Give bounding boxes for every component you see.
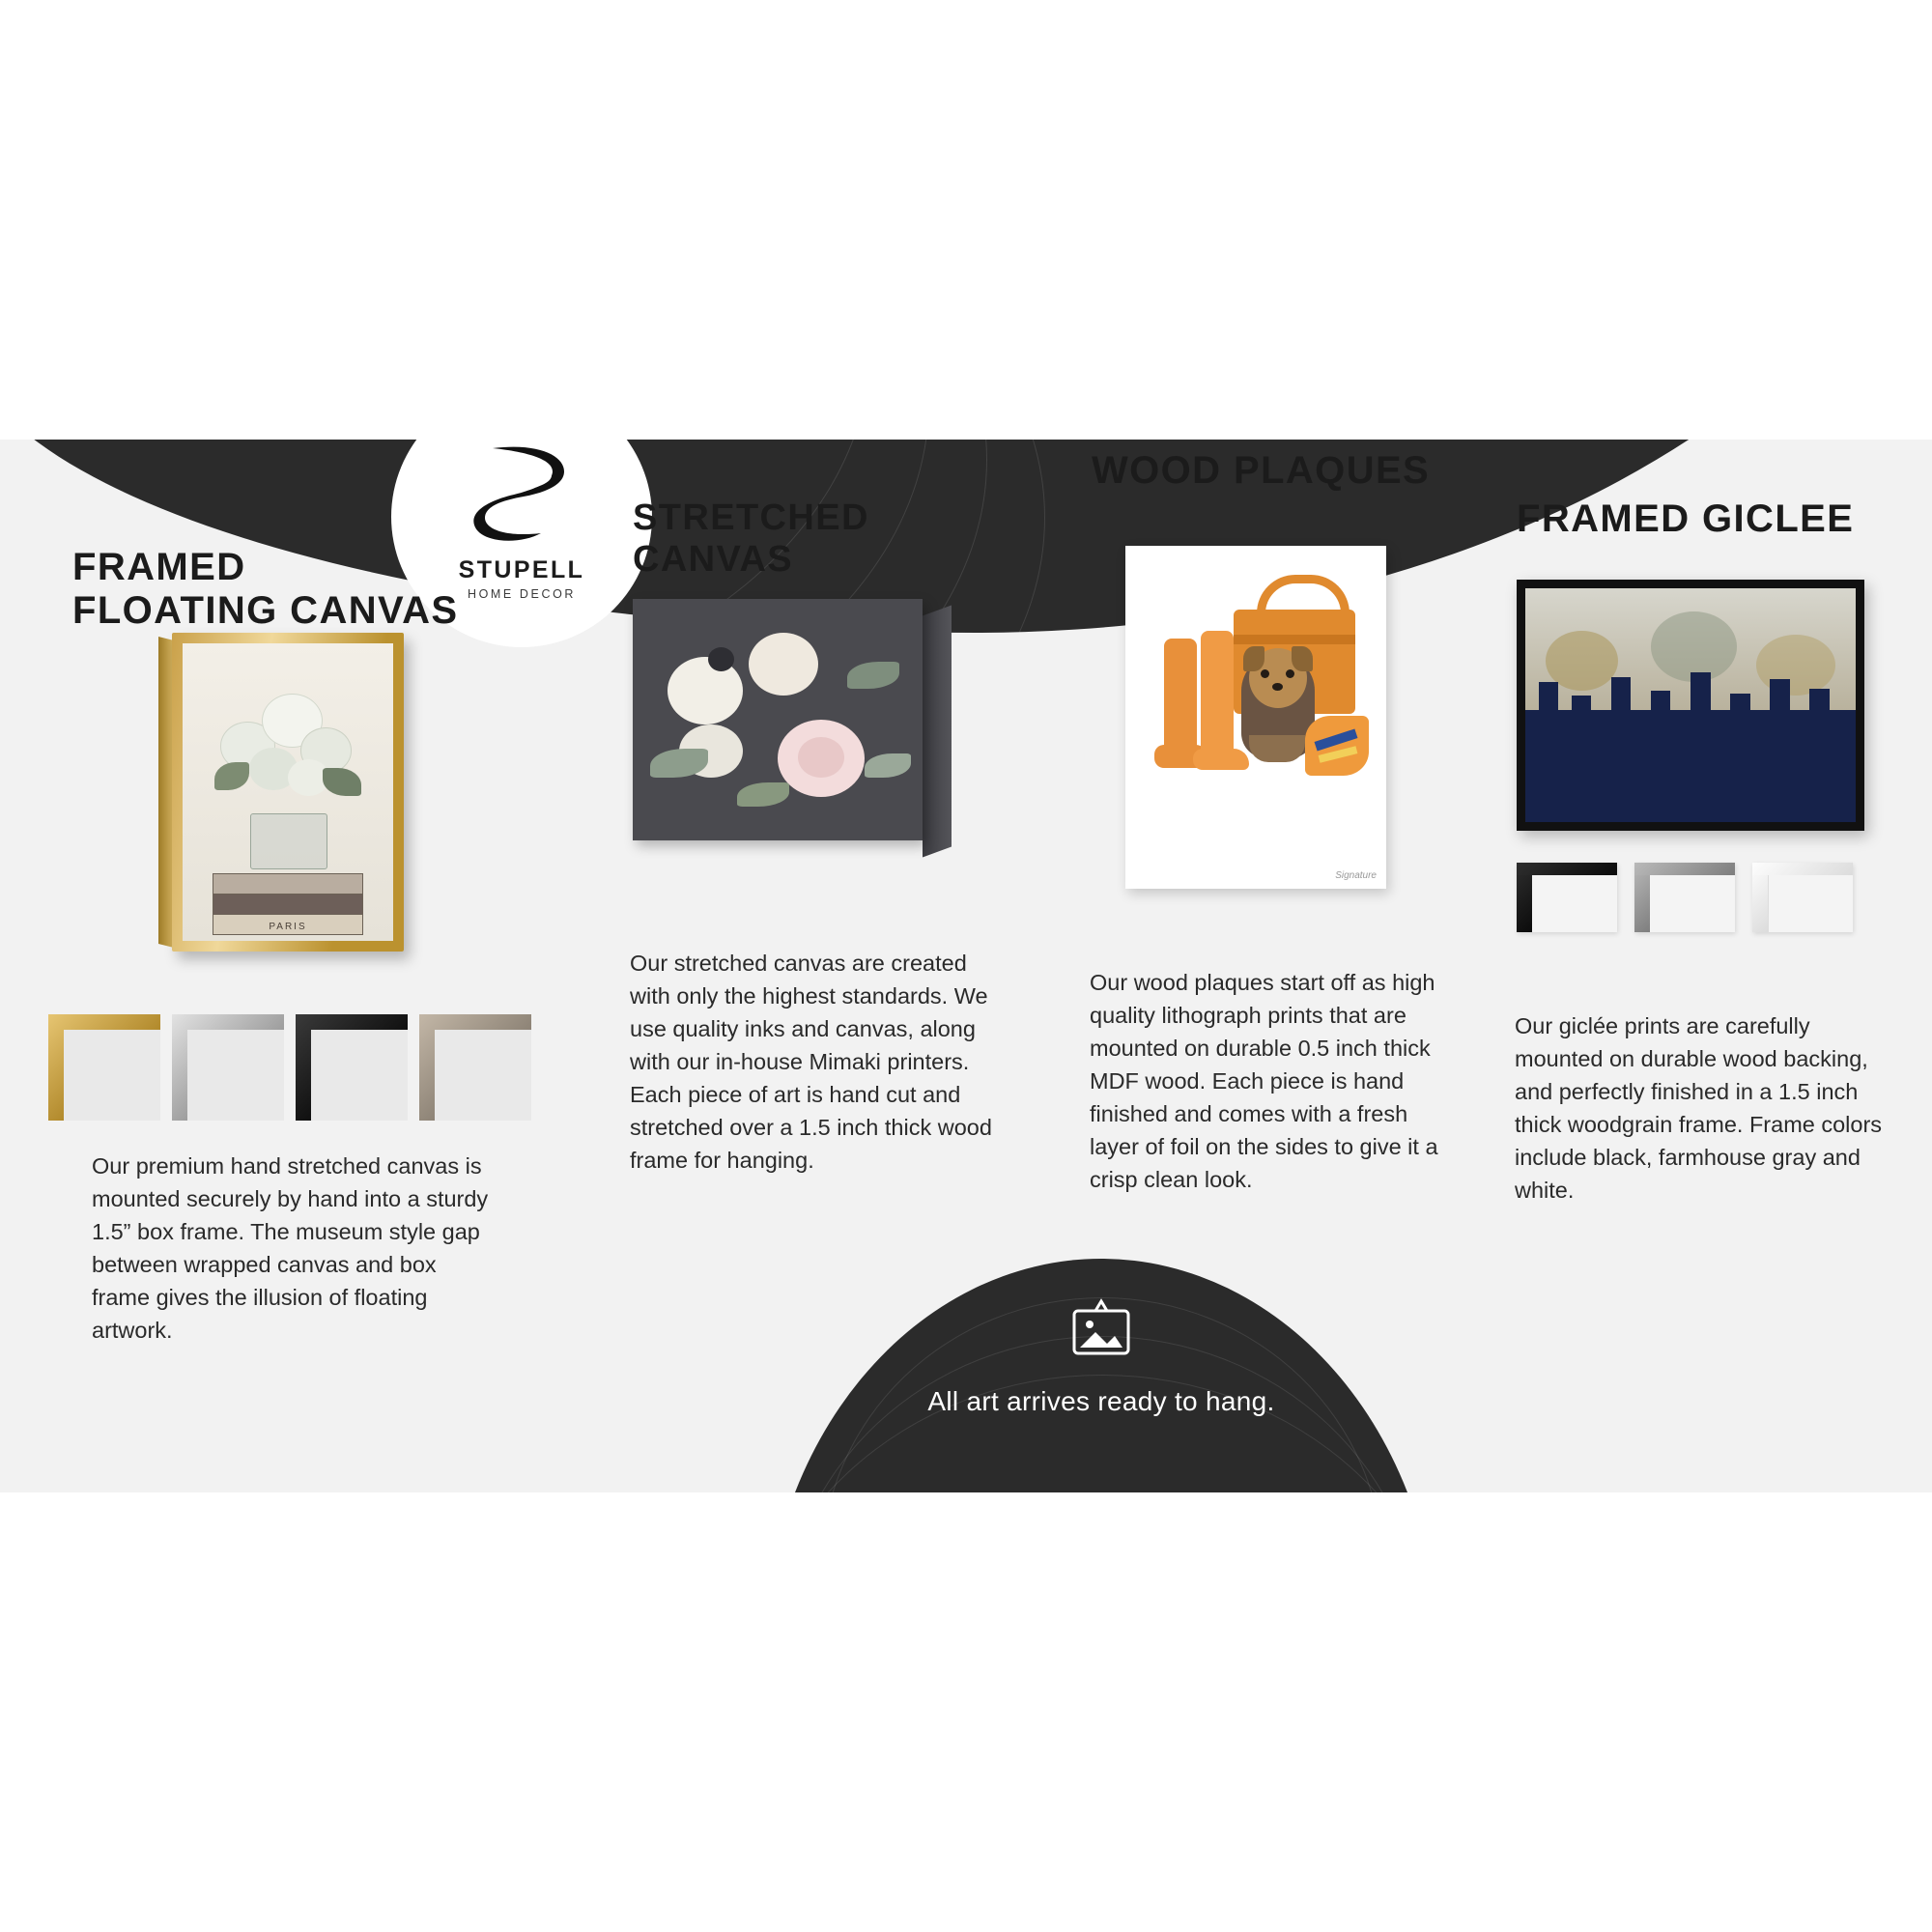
section-title xyxy=(633,497,952,580)
section-body-stretched-canvas: Our stretched canvas are created with only the highest standards. We use quality inks and canvas, along with our in-house Mimaki printers. Each piece of art is hand cut and stretched over a 1.5 inch thick wood frame for hanging. xyxy=(630,951,992,1174)
glass-jar xyxy=(250,813,327,869)
section-title xyxy=(1517,497,1922,541)
artwork-image-abstract-indigo xyxy=(1525,588,1856,822)
swatch-black xyxy=(1517,863,1617,932)
artwork-stretched-canvas xyxy=(633,599,952,850)
stupell-swoosh-logo-icon xyxy=(464,440,580,551)
frame-color-swatches-floating xyxy=(48,1014,531,1121)
section-framed-floating-canvas xyxy=(72,546,526,633)
footer-banner xyxy=(763,1259,1439,1492)
frame-color-swatches-giclee xyxy=(1517,863,1853,932)
swatch-farmhouse-gray xyxy=(419,1014,531,1121)
section-framed-giclee xyxy=(1517,497,1922,541)
section-title-line2: CANVAS xyxy=(633,538,794,580)
artwork-caption: PARIS xyxy=(269,922,307,932)
rain-boot-right xyxy=(1201,631,1234,766)
section-title xyxy=(1092,449,1497,493)
artwork-image-floral-books xyxy=(183,643,393,941)
flower-cluster xyxy=(208,679,368,822)
swatch-black xyxy=(296,1014,408,1121)
swatch-white xyxy=(1752,863,1853,932)
section-body-wood-plaques: Our wood plaques start off as high quality lithograph prints that are mounted on durable 0.5 inch thick MDF wood. Each piece is hand finished and comes with a fresh layer of foil on the sides to give it a crisp clean look. xyxy=(1090,970,1438,1193)
section-body-framed-giclee: Our giclée prints are carefully mounted on durable wood backing, and perfectly finished in a 1.5 inch thick woodgrain frame. Frame colors include black, farmhouse gray and white. xyxy=(1515,1013,1883,1204)
brand-name: STUPELL xyxy=(458,556,585,583)
brand-tagline: HOME DECOR xyxy=(467,587,577,601)
section-title xyxy=(72,546,526,633)
stacked-books xyxy=(213,867,364,935)
section-stretched-canvas xyxy=(633,497,952,580)
swatch-gold xyxy=(48,1014,160,1121)
section-title-line1: FRAMED xyxy=(72,546,246,588)
artist-signature: Signature xyxy=(1335,870,1377,881)
artwork-framed-floating-canvas xyxy=(172,633,404,952)
section-body-framed-floating-canvas: Our premium hand stretched canvas is mounted securely by hand into a sturdy 1.5” box frame. The museum style gap between wrapped canvas and box frame gives the illusion of floating artwork. xyxy=(92,1153,489,1344)
artwork-image-anemone-floral xyxy=(633,599,923,840)
canvas-side-edge xyxy=(923,606,952,858)
section-title-line1: STRETCHED xyxy=(633,497,869,538)
framed-picture-icon xyxy=(1066,1297,1136,1359)
section-title-line2: FLOATING CANVAS xyxy=(72,588,459,632)
section-wood-plaques xyxy=(1092,449,1497,493)
infographic-panel xyxy=(0,440,1932,1492)
swatch-silver xyxy=(172,1014,284,1121)
swatch-farmhouse-gray xyxy=(1634,863,1735,932)
footer-text: All art arrives ready to hang. xyxy=(927,1386,1275,1416)
section-title-line1: WOOD PLAQUES xyxy=(1092,449,1431,492)
section-title-line1: FRAMED GICLEE xyxy=(1517,497,1855,540)
artwork-framed-giclee xyxy=(1517,580,1864,831)
artwork-wood-plaque-yorkie xyxy=(1125,546,1386,889)
